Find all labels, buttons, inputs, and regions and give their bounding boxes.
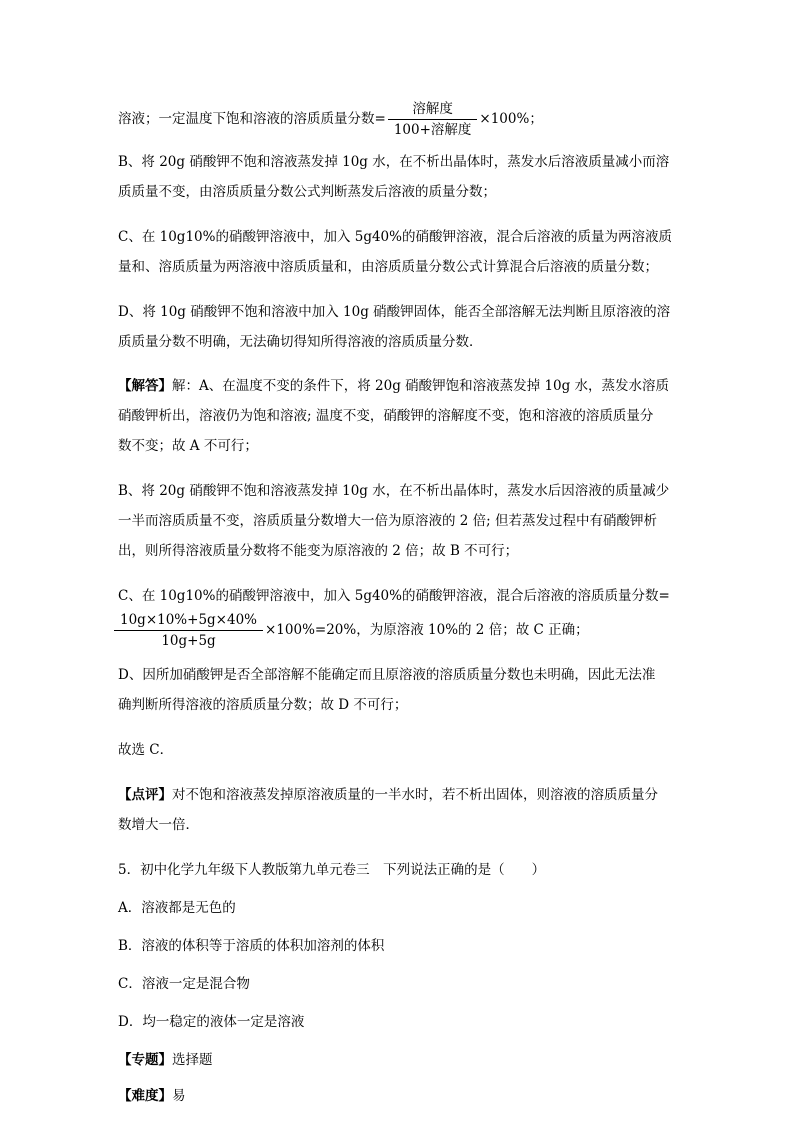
formula-line — [118, 100, 678, 139]
solubility-fraction — [388, 100, 478, 139]
text: 选择题 — [172, 1052, 213, 1068]
fraction-numerator: 10g×10%+5g×40% — [114, 611, 263, 631]
text: 解：A、在温度不变的条件下，将 20g 硝酸钾饱和溶液蒸发掉 10g 水，蒸发水溶质 — [172, 378, 670, 394]
analysis-b-line1: B、将 20g 硝酸钾不饱和溶液蒸发掉 10g 水，在不析出晶体时，蒸发水后溶液质量减小而溶 — [118, 154, 670, 170]
comment-line2: 数增大一倍． — [118, 817, 199, 833]
answer-c-formula — [118, 611, 678, 650]
answer-line2: 硝酸钾析出，溶液仍为饱和溶液; 温度不变，硝酸钾的溶解度不变，饱和溶液的溶质质量分 — [118, 408, 654, 424]
option-a: A．溶液都是无色的 — [118, 900, 236, 916]
text: 溶液；一定温度下饱和溶液的溶质质量分数= — [118, 111, 386, 127]
analysis-d-line1: D、将 10g 硝酸钾不饱和溶液中加入 10g 硝酸钾固体，能否全部溶解无法判断且原溶液的溶 — [118, 304, 671, 320]
analysis-b-line2: 质质量不变，由溶质质量分数公式判断蒸发后溶液的质量分数； — [118, 184, 496, 200]
answer-d-line1: D、因所加硝酸钾是否全部溶解不能确定而且原溶液的溶质质量分数也未明确，因此无法准 — [118, 667, 656, 683]
fraction-denominator: 10g+5g — [161, 633, 216, 649]
analysis-c-line2: 量和、溶质质量为两溶液中溶质质量和，由溶质质量分数公式计算混合后溶液的质量分数； — [118, 259, 658, 275]
selection-line: 故选 C． — [118, 742, 174, 758]
fraction-denominator: 100+溶解度 — [393, 122, 472, 138]
answer-b-line1: B、将 20g 硝酸钾不饱和溶液蒸发掉 10g 水，在不析出晶体时，蒸发水后因溶液的质量减少 — [118, 483, 670, 499]
fraction-numerator: 溶解度 — [388, 100, 478, 120]
answer-tag: 【解答】 — [118, 378, 172, 394]
comment-tag: 【点评】 — [118, 787, 172, 803]
topic-tag: 【专题】 — [118, 1052, 172, 1068]
answer-b-line3: 出，则所得溶液质量分数将不能变为原溶液的 2 倍；故 B 不可行； — [118, 543, 519, 559]
mix-fraction — [114, 611, 263, 650]
answer-d-line2: 确判断所得溶液的溶质质量分数；故 D 不可行； — [118, 697, 408, 713]
text: 对不饱和溶液蒸发掉原溶液质量的一半水时，若不析出固体，则溶液的溶质质量分 — [172, 787, 658, 803]
topic-line — [118, 1045, 678, 1075]
option-c: C．溶液一定是混合物 — [118, 976, 250, 992]
answer-b-line2: 一半而溶质质量不变，溶质质量分数增大一倍为原溶液的 2 倍; 但若蒸发过程中有硝酸钾析 — [118, 513, 658, 529]
analysis-d-line2: 质质量分数不明确，无法确切得知所得溶液的溶质质量分数． — [118, 334, 483, 350]
text: ×100%； — [479, 111, 543, 127]
answer-line3: 数不变；故 A 不可行； — [118, 438, 258, 454]
option-d: D．均一稳定的液体一定是溶液 — [118, 1014, 305, 1030]
analysis-c-line1: C、在 10g10%的硝酸钾溶液中，加入 5g40%的硝酸钾溶液，混合后溶液的质量为两溶液质 — [118, 229, 672, 245]
difficulty-tag: 【难度】 — [118, 1088, 172, 1104]
answer-line1 — [118, 371, 678, 401]
difficulty-line — [118, 1081, 678, 1111]
comment-line1 — [118, 780, 678, 810]
option-b: B．溶液的体积等于溶质的体积加溶剂的体积 — [118, 938, 385, 954]
text: 易 — [172, 1088, 186, 1104]
text: ×100%=20%，为原溶液 10%的 2 倍；故 C 正确； — [265, 622, 589, 638]
answer-c-line1: C、在 10g10%的硝酸钾溶液中，加入 5g40%的硝酸钾溶液，混合后溶液的溶质质量分数= — [118, 588, 670, 604]
question-5: 5．初中化学九年级下人教版第九单元卷三 下列说法正确的是（ ） — [118, 862, 546, 878]
